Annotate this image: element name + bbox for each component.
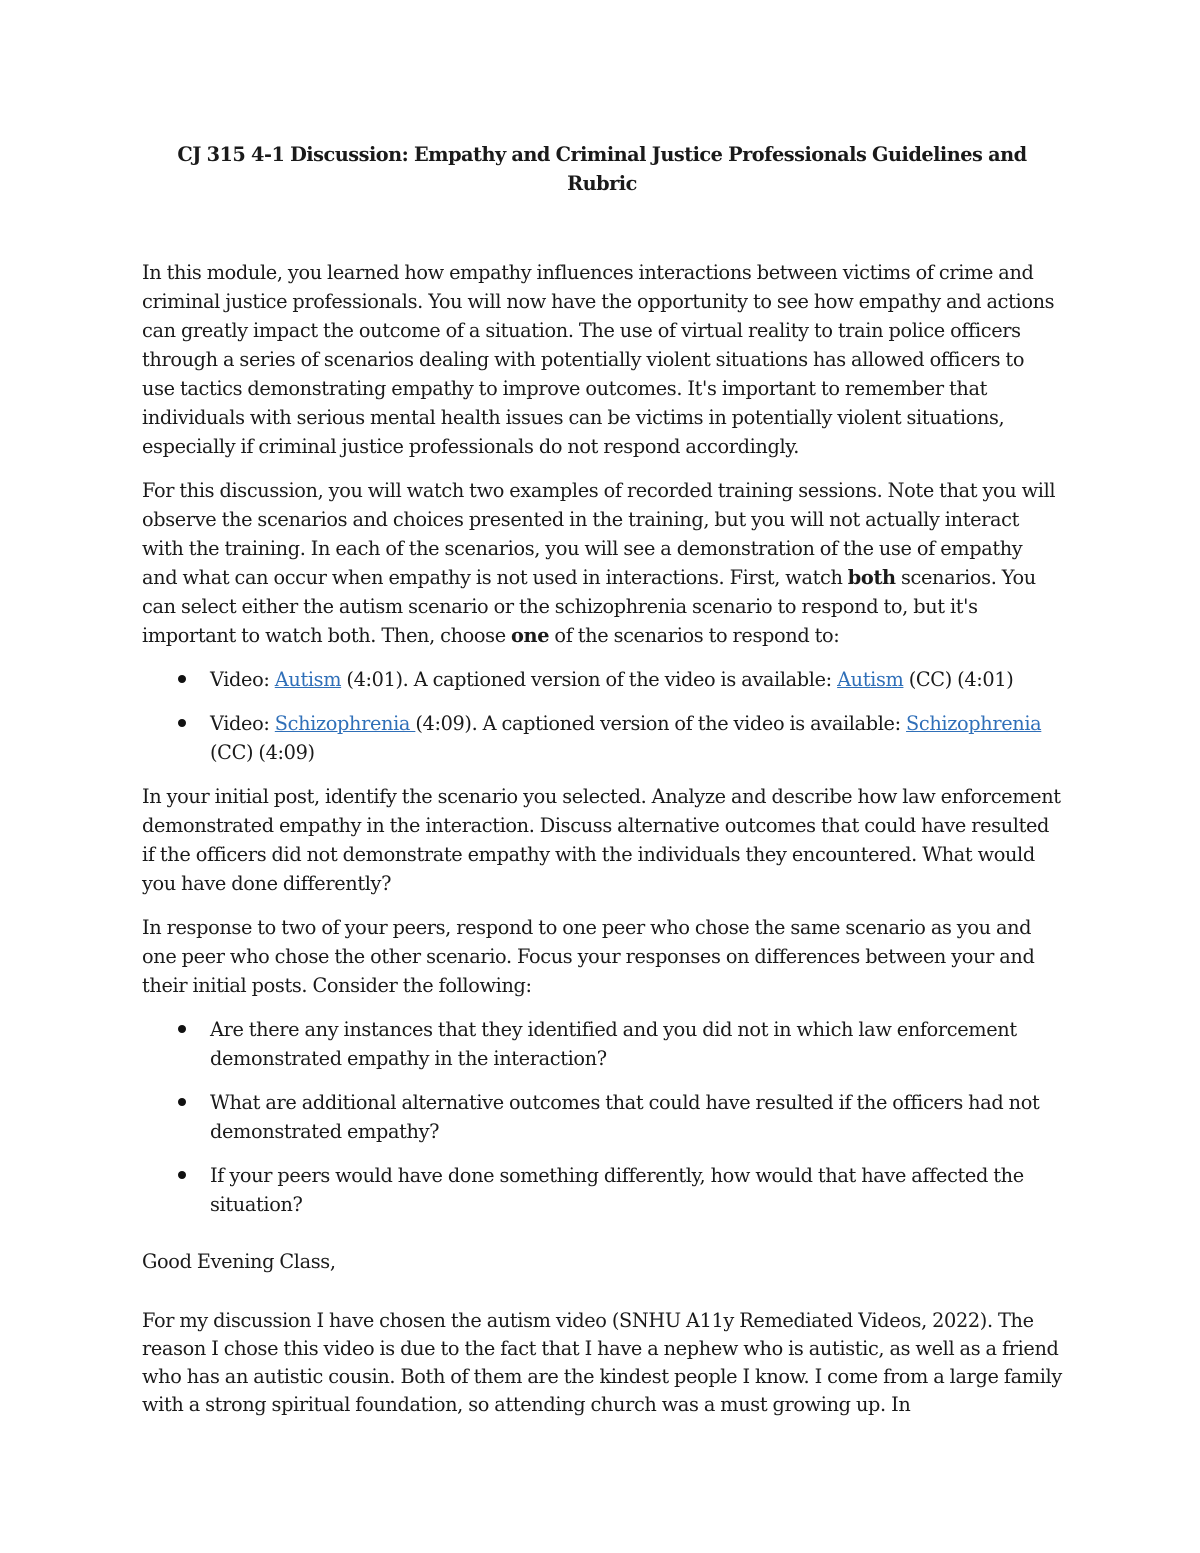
video-prefix: Video: bbox=[210, 712, 275, 735]
question-text: If your peers would have done something differently, how would that have affected the situation? bbox=[210, 1164, 1024, 1216]
greeting: Good Evening Class, bbox=[142, 1250, 336, 1273]
discussion-paragraph bbox=[142, 476, 1062, 650]
video-prefix: Video: bbox=[210, 668, 275, 691]
student-post-paragraph: For my discussion I have chosen the autism video (SNHU A11y Remediated Videos, 2022). The reason I chose this video is due to the fact that I have a nephew who is autistic, as well as a friend who has an autistic cousin. Both of them are the kindest people I know. I come from a large family with a strong spiritual foundation, so attending church was a must growing up. In bbox=[142, 1309, 1062, 1416]
question-item bbox=[142, 1015, 1062, 1073]
discussion-text-1: For this discussion, you will watch two examples of recorded training sessions. Note that you will observe the scenarios and choices presented in the training, but you will not actually interact with the training. In each of the scenarios, you will see a demonstration of the use of empathy and what can occur when empathy is not used in interactions. First, watch bbox=[142, 479, 1056, 589]
bullet-icon bbox=[178, 1025, 186, 1033]
initial-post-paragraph: In your initial post, identify the scenario you selected. Analyze and describe how law enforcement demonstrated empathy in the interaction. Discuss alternative outcomes that could have resulted if the officers did not demonstrate empathy with the individuals they encountered. What would you have done differently? bbox=[142, 785, 1061, 895]
response-paragraph: In response to two of your peers, respond to one peer who chose the same scenario as you and one peer who chose the other scenario. Focus your responses on differences between your and their initial posts. Consider the following: bbox=[142, 916, 1035, 997]
intro-paragraph: In this module, you learned how empathy influences interactions between victims of crime and criminal justice professionals. You will now have the opportunity to see how empathy and actions can greatly impact the outcome of a situation. The use of virtual reality to train police officers through a series of scenarios dealing with potentially violent situations has allowed officers to use tactics demonstrating empathy to improve outcomes. It's important to remember that individuals with serious mental health issues can be victims in potentially violent situations, especially if criminal justice professionals do not respond accordingly. bbox=[142, 261, 1055, 458]
bullet-icon bbox=[178, 1098, 186, 1106]
bullet-icon bbox=[178, 675, 186, 683]
autism-video-link[interactable]: Autism bbox=[274, 668, 342, 691]
video-suffix: (CC) (4:09) bbox=[210, 741, 315, 764]
document-title: CJ 315 4-1 Discussion: Empathy and Criminal Justice Professionals Guidelines and Rubric bbox=[177, 143, 1027, 195]
discussion-bold-both: both bbox=[847, 566, 896, 589]
discussion-text-3: of the scenarios to respond to: bbox=[549, 624, 840, 647]
autism-captioned-link[interactable]: Autism bbox=[837, 668, 904, 691]
document-page bbox=[142, 140, 1062, 1419]
video-item-autism bbox=[142, 665, 1062, 694]
video-list bbox=[142, 665, 1062, 767]
question-text: What are additional alternative outcomes that could have resulted if the officers had not demonstrated empathy? bbox=[210, 1091, 1040, 1143]
bullet-icon bbox=[178, 1171, 186, 1179]
video-suffix: (CC) (4:01) bbox=[903, 668, 1014, 691]
question-item bbox=[142, 1088, 1062, 1146]
questions-list bbox=[142, 1015, 1062, 1219]
schizophrenia-video-link[interactable]: Schizophrenia bbox=[274, 712, 416, 735]
video-mid: (4:09). A captioned version of the video is available: bbox=[415, 712, 907, 735]
schizophrenia-captioned-link[interactable]: Schizophrenia bbox=[906, 712, 1042, 735]
question-text: Are there any instances that they identified and you did not in which law enforcement demonstrated empathy in the interaction? bbox=[210, 1018, 1017, 1070]
video-item-schizophrenia bbox=[142, 709, 1062, 767]
video-mid: (4:01). A captioned version of the video is available: bbox=[341, 668, 838, 691]
bullet-icon bbox=[178, 719, 186, 727]
question-item bbox=[142, 1161, 1062, 1219]
discussion-bold-one: one bbox=[511, 624, 550, 647]
discussion-text-2: scenarios. You can select either the autism scenario or the schizophrenia scenario to respond to, but it's important to watch both. Then, choose bbox=[142, 566, 1036, 647]
